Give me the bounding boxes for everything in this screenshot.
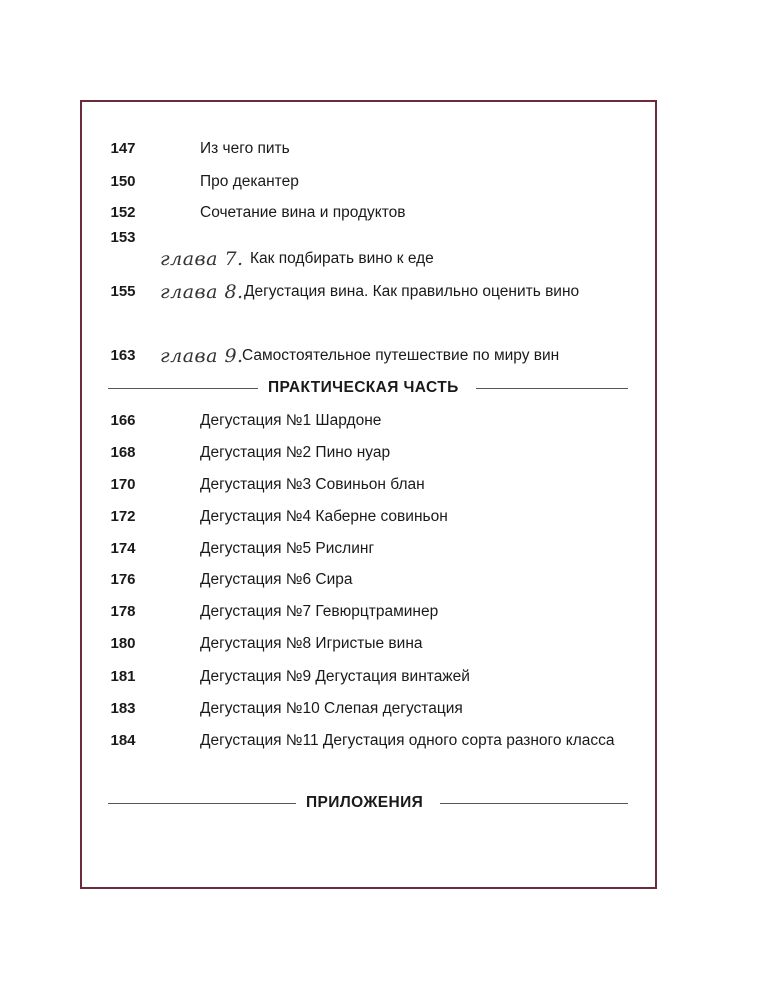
divider-line [476, 388, 628, 389]
toc-entry [0, 632, 760, 656]
page-number: 163 [110, 347, 136, 364]
page-number: 178 [110, 603, 136, 620]
page-number: 172 [110, 508, 136, 525]
chapter-label: глава 9. [160, 345, 244, 367]
toc-entry [0, 201, 760, 225]
section-title: ПРАКТИЧЕСКАЯ ЧАСТЬ [268, 379, 459, 396]
chapter-label: глава 7. [160, 248, 244, 270]
page-number: 181 [110, 668, 136, 685]
toc-entry [0, 473, 760, 497]
page-number: 183 [110, 700, 136, 717]
toc-entry [0, 537, 760, 561]
toc-entry [0, 170, 760, 194]
page-number: 166 [110, 412, 136, 429]
chapter-label: глава 8. [160, 281, 244, 303]
toc-entry [0, 409, 760, 433]
section-divider-practical [108, 377, 628, 399]
entry-title: Дегустация №8 Игристые вина [200, 635, 423, 652]
toc-chapter [0, 344, 760, 368]
entry-title: Из чего пить [200, 140, 290, 157]
toc-entry [0, 697, 760, 721]
section-title: ПРИЛОЖЕНИЯ [306, 794, 424, 811]
page-number: 153 [110, 229, 136, 246]
entry-title: Сочетание вина и продуктов [200, 204, 406, 221]
toc-entry [0, 729, 760, 753]
entry-title: Дегустация №11 Дегустация одного сорта разного класса [200, 732, 615, 749]
section-divider-appendix [108, 792, 628, 814]
entry-title: Дегустация №5 Рислинг [200, 540, 375, 557]
entry-title: Дегустация №7 Гевюрцтраминер [200, 603, 439, 620]
toc-entry [0, 441, 760, 465]
chapter-title: Самостоятельное путешествие по миру вин [242, 347, 560, 364]
page-number: 168 [110, 444, 136, 461]
entry-title: Дегустация №3 Совиньон блан [200, 476, 425, 493]
page-number: 174 [110, 540, 136, 557]
toc-entry [0, 568, 760, 592]
entry-title: Дегустация №4 Каберне совиньон [200, 508, 448, 525]
chapter-title: Дегустация вина. Как правильно оценить вино [244, 283, 580, 300]
page-number: 155 [110, 283, 136, 300]
entry-title: Про декантер [200, 173, 299, 190]
page-number: 184 [110, 732, 136, 749]
toc-entry [0, 137, 760, 161]
page-number: 176 [110, 571, 136, 588]
toc-entry [0, 665, 760, 689]
entry-title: Дегустация №6 Сира [200, 571, 353, 588]
toc-chapter [0, 247, 760, 271]
entry-title: Дегустация №10 Слепая дегустация [200, 700, 463, 717]
toc-chapter [0, 280, 760, 304]
toc-entry [0, 600, 760, 624]
page-number: 170 [110, 476, 136, 493]
page-number: 150 [110, 173, 136, 190]
page-number: 180 [110, 635, 136, 652]
page-number: 152 [110, 204, 136, 221]
divider-line [440, 803, 628, 804]
entry-title: Дегустация №2 Пино нуар [200, 444, 391, 461]
page-number: 147 [110, 140, 136, 157]
toc-entry [0, 505, 760, 529]
divider-line [108, 388, 258, 389]
chapter-title: Как подбирать вино к еде [250, 250, 434, 267]
entry-title: Дегустация №9 Дегустация винтажей [200, 668, 470, 685]
divider-line [108, 803, 296, 804]
entry-title: Дегустация №1 Шардоне [200, 412, 382, 429]
